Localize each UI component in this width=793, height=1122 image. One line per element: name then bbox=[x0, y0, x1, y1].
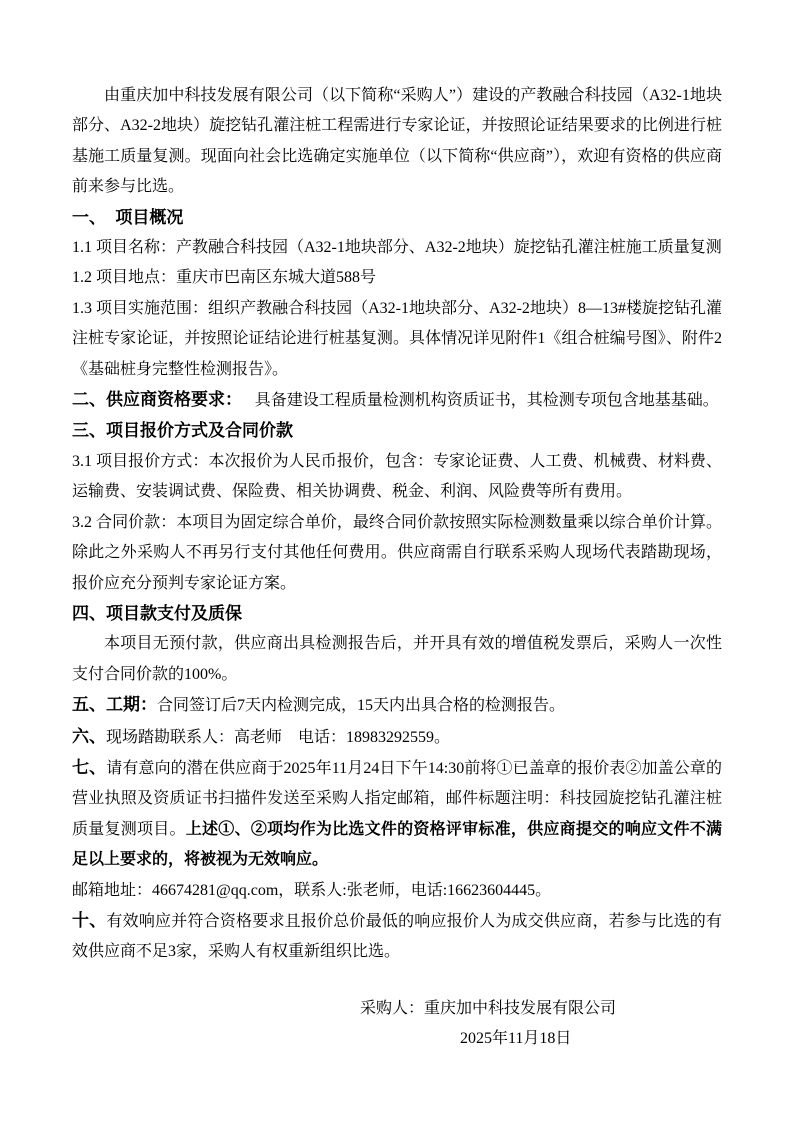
section-1-heading bbox=[72, 203, 722, 233]
section-2-body: 具备建设工程质量检测机构资质证书，其检测专项包含地基基础。 bbox=[254, 392, 719, 410]
contract-price-item bbox=[72, 508, 722, 599]
payment-paragraph bbox=[72, 629, 722, 690]
project-scope-text: 1.3 项目实施范围：组织产教融合科技园（A32-1地块部分、A32-2地块）8—13#楼旋挖钻孔灌注桩专家论证，并按照论证结论进行桩基复测。具体情况详见附件1《组合桩编号图》、附件2《基础桩身完整性检测报告》。 bbox=[72, 299, 722, 378]
signature-buyer-line bbox=[72, 994, 722, 1024]
project-location-item bbox=[72, 263, 722, 293]
project-scope-item bbox=[72, 294, 722, 385]
project-name-item bbox=[72, 233, 722, 263]
intro-text: 由重庆加中科技发展有限公司（以下简称“采购人”）建设的产教融合科技园（A32-1地块部分、A32-2地块）旋挖钻孔灌注桩工程需进行专家论证，并按照论证结果要求的比例进行桩基施工质量复测。现面向社会比选确定实施单位（以下简称“供应商”），欢迎有资格的供应商前来参与比选。 bbox=[72, 87, 722, 196]
section-7-number: 七、 bbox=[72, 757, 107, 777]
project-name-text: 1.1 项目名称：产教融合科技园（A32-1地块部分、A32-2地块）旋挖钻孔灌注桩施工质量复测 bbox=[72, 239, 722, 257]
section-3-title: 三、项目报价方式及合同价款 bbox=[72, 421, 293, 441]
intro-paragraph bbox=[72, 81, 722, 203]
section-4-title: 四、项目款支付及质保 bbox=[72, 603, 242, 623]
site-visit-contact-text: 现场踏勘联系人：高老师 电话：18983292559。 bbox=[106, 728, 451, 746]
submission-instructions-text: 请有意向的潜在供应商于2025年11月24日下午14:30前将①已盖章的报价表②加盖公章的营业执照及资质证书扫描件发送至采购人指定邮箱，邮件标题注明：科技园旋挖钻孔灌注桩质量复测项目。 bbox=[72, 759, 723, 838]
section-5-paragraph bbox=[72, 690, 722, 721]
quote-method-item bbox=[72, 447, 722, 508]
section-1-title: 项目概况 bbox=[115, 207, 184, 227]
section-10-number: 十、 bbox=[72, 910, 107, 930]
section-5-heading: 五、工期： bbox=[72, 695, 157, 715]
section-6-paragraph bbox=[72, 722, 722, 753]
qualification-review-note: 上述①、②项均作为比选文件的资格评审标准，供应商提交的响应文件不满足以上要求的，将被视为无效响应。 bbox=[72, 820, 722, 869]
section-5-body: 合同签订后7天内检测完成，15天内出具合格的检测报告。 bbox=[157, 697, 566, 715]
quote-method-text: 3.1 项目报价方式：本次报价为人民币报价，包含：专家论证费、人工费、机械费、材料费、运输费、安装调试费、保险费、相关协调费、税金、利润、风险费等所有费用。 bbox=[72, 452, 722, 501]
payment-text: 本项目无预付款，供应商出具检测报告后，并开具有效的增值税发票后，采购人一次性支付合同价款的100%。 bbox=[72, 635, 722, 683]
buyer-name-text: 采购人：重庆加中科技发展有限公司 bbox=[360, 999, 617, 1017]
email-contact-paragraph bbox=[72, 876, 722, 906]
signature-date-text: 2025年11月18日 bbox=[460, 1030, 572, 1048]
section-7-paragraph bbox=[72, 753, 722, 876]
section-2-heading: 二、供应商资格要求： bbox=[72, 390, 242, 410]
email-contact-text: 邮箱地址：46674281@qq.com，联系人:张老师，电话:16623604445。 bbox=[72, 881, 552, 899]
section-6-number: 六、 bbox=[72, 726, 106, 746]
project-location-text: 1.2 项目地点：重庆市巴南区东城大道588号 bbox=[72, 269, 377, 287]
signature-date-line bbox=[72, 1024, 722, 1054]
section-1-number: 一、 bbox=[72, 207, 106, 227]
section-3-heading bbox=[72, 416, 722, 446]
contract-price-text: 3.2 合同价款：本项目为固定综合单价，最终合同价款按照实际检测数量乘以综合单价计算。除此之外采购人不再另行支付其他任何费用。供应商需自行联系采购人现场代表踏勘现场，报价应充分预判专家论证方案。 bbox=[72, 513, 722, 592]
section-10-paragraph bbox=[72, 906, 722, 968]
award-rule-text: 有效响应并符合资格要求且报价总价最低的响应报价人为成交供应商，若参与比选的有效供应商不足3家，采购人有权重新组织比选。 bbox=[72, 912, 722, 961]
section-4-heading bbox=[72, 599, 722, 629]
section-2-paragraph bbox=[72, 385, 722, 416]
